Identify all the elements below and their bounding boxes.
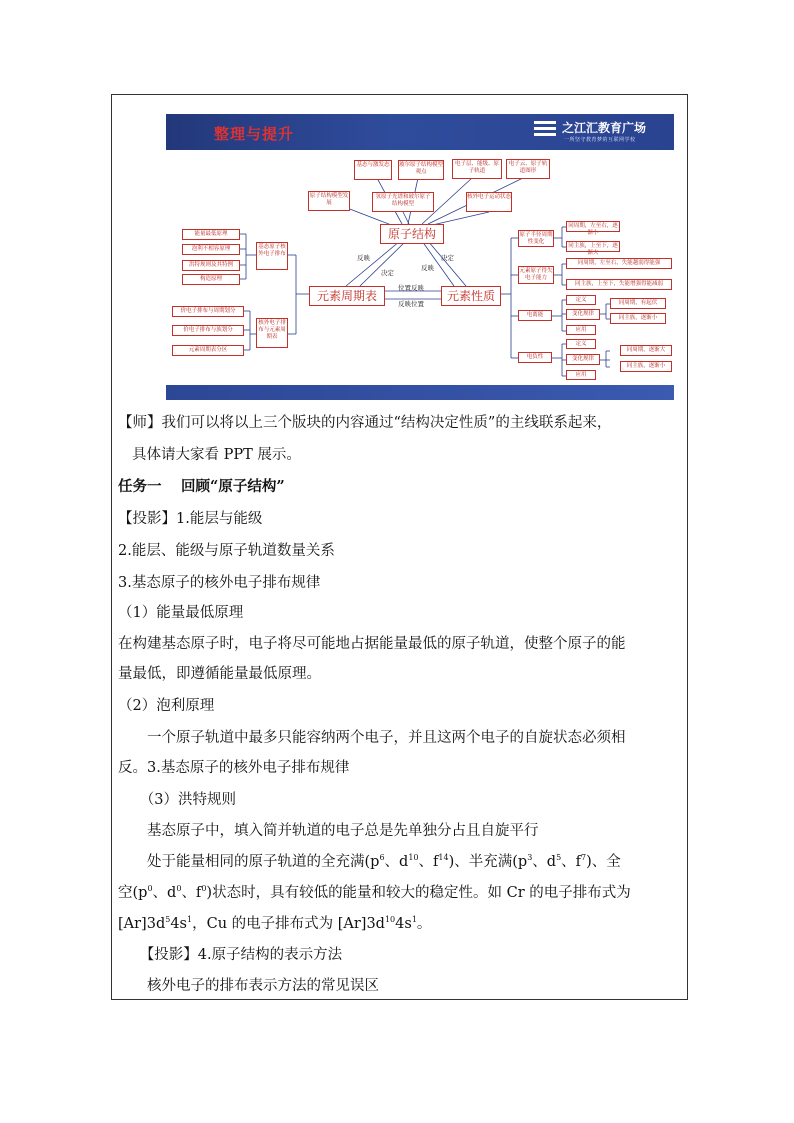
box-ground-excited-state: 基态与激发态 [354, 160, 392, 180]
box-gain-loss: 元素原子得失电子能力 [518, 266, 554, 284]
slide-title: 整理与提升 [214, 125, 295, 143]
para-9: 基态原子中，填入简并轨道的电子总是先单独分占且自旋平行 [118, 823, 539, 839]
summary-slide [166, 114, 674, 400]
node-element-properties: 元素性质 [441, 286, 501, 306]
box-electron-motion: 核外电子运动状态 [466, 192, 512, 212]
para-8: （3）洪特规则 [118, 792, 236, 808]
box-ground-config: 基态原子核外电子排布 [256, 242, 288, 270]
para-5b: 量最低，即遵循能量最低原理。 [118, 666, 321, 682]
edge-label-4: 决定 [441, 254, 454, 262]
box-config-table: 核外电子排布与元素周期表 [256, 318, 288, 348]
edge-label-2: 决定 [381, 269, 394, 277]
edge-label-3: 反映 [421, 264, 434, 272]
box-radius-group: 同主族，上至下，逐渐大 [566, 241, 620, 252]
box-aufbau: 构造原理 [182, 274, 240, 285]
para-10a: 处于能量相同的原子轨道的全充满($p^6$、$d^{10}$、$f^{14}$)、半充满($p^3$、$d^5$、$f^7$)、全 [118, 853, 621, 870]
box-gain-loss-period: 同周期，左至右，失能越弱得能强 [566, 258, 672, 269]
para-projection-1: 【投影】1.能层与能级 [118, 511, 263, 527]
box-model-development: 原子结构模型发展 [308, 191, 350, 211]
box-bohr-model: 玻尔原子结构模型观点 [398, 160, 444, 180]
box-ionization-trend: 变化规律 [566, 309, 600, 320]
para-10c: $[Ar]3d^54s^1$，Cu 的电子排布式为 $[Ar]3d^{10}4s^1$。 [118, 915, 432, 932]
edge-label-1: 反映 [357, 254, 370, 262]
node-periodic-table: 元素周期表 [309, 286, 385, 306]
box-radius-trend: 原子半径周期性变化 [519, 232, 553, 245]
para-4: （1）能量最低原理 [118, 605, 244, 621]
box-pauli: 泡利不相容原理 [182, 244, 240, 255]
box-electronegativity: 电负性 [518, 352, 552, 363]
teacher-line-2: 具体请大家看 PPT 展示。 [132, 447, 301, 463]
box-electron-cloud: 电子云、原子轨道图形 [506, 159, 550, 179]
box-en-group: 同主族，逐渐小 [620, 361, 672, 372]
para-6: （2）泡利原理 [118, 698, 215, 714]
box-ionization-period: 同周期，有起伏 [610, 298, 666, 309]
box-hydrogen-spectrum: 氢原子光谱和玻尔原子结构模型 [372, 192, 434, 212]
logo-text: 之江汇教育广场 [562, 121, 647, 135]
box-layers-orbitals: 电子层、能级、原子轨道 [452, 159, 502, 179]
box-en-use: 应用 [566, 370, 596, 380]
teacher-line-1: 【师】我们可以将以上三个版块的内容通过“结构决定性质”的主线联系起来， [118, 415, 612, 431]
para-12: 核外电子的排布表示方法的常见误区 [118, 978, 379, 994]
box-radius-period: 同周期，左至右，逐渐小 [566, 221, 620, 232]
box-block-division: 元素周期表分区 [172, 345, 244, 356]
edge-label-6: 反映位置 [398, 300, 424, 308]
para-7b: 反。3.基态原子的核外电子排布规律 [118, 760, 350, 776]
box-lowest-energy: 能量最低原理 [182, 229, 240, 240]
box-gain-loss-group: 同主族，上至下，失能增强得能减弱 [566, 279, 672, 290]
para-5a: 在构建基态原子时，电子将尽可能地占据能量最低的原子轨道，使整个原子的能 [118, 636, 626, 652]
box-period-division: 价电子排布与周期划分 [172, 306, 244, 317]
task-heading: 任务一 回顾“原子结构” [118, 478, 285, 495]
para-2: 2.能层、能级与原子轨道数量关系 [118, 543, 335, 559]
logo-subtitle: 一所坚守教育梦的互联网学校 [564, 137, 636, 143]
para-11: 【投影】4.原子结构的表示方法 [118, 947, 343, 963]
box-en-trend: 变化规律 [566, 354, 600, 365]
para-10b: 空($p^0$、$d^0$、$f^0$)状态时，具有较低的能量和较大的稳定性。如 Cr 的电子排布式为 [118, 884, 631, 901]
edge-label-5: 位置反映 [398, 284, 424, 292]
node-atomic-structure: 原子结构 [380, 224, 444, 244]
box-ionization-use: 应用 [566, 325, 596, 335]
slide-bottom-bar [166, 385, 674, 400]
box-ionization-def: 定义 [566, 295, 596, 305]
box-group-division: 价电子排布与族划分 [172, 325, 244, 336]
box-hund: 洪特规则及其特例 [182, 260, 240, 271]
para-7a: 一个原子轨道中最多只能容纳两个电子，并且这两个电子的自旋状态必须相 [118, 730, 626, 746]
box-ionization-group: 同主族，逐渐小 [610, 313, 666, 324]
box-ionization: 电离能 [518, 310, 552, 321]
box-en-def: 定义 [566, 339, 596, 349]
para-3: 3.基态原子的核外电子排布规律 [118, 575, 321, 591]
box-en-period: 同周期，逐渐大 [620, 345, 672, 356]
